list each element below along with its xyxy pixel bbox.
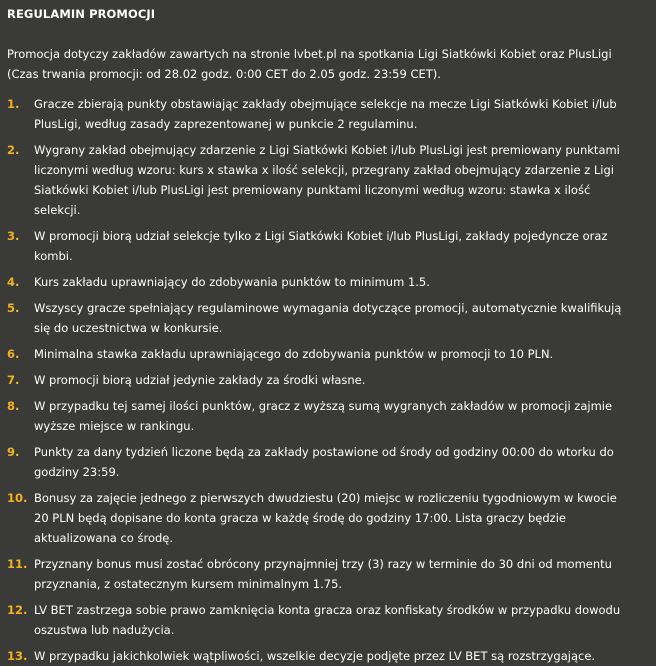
list-item: [7, 370, 646, 390]
rule-text: W promocji biorą udział selekcje tylko z Ligi Siatkówki Kobiet i/lub PlusLigi, zakłady pojedyncze oraz kombi.: [34, 229, 608, 263]
rule-text: Przyznany bonus musi zostać obrócony przynajmniej trzy (3) razy w terminie do 30 dni od momentu przyznania, z ostatecznym kursem minimalnym 1.75.: [34, 557, 612, 591]
list-item: [7, 488, 646, 548]
rule-number: 9.: [7, 445, 20, 459]
rule-number: 12.: [7, 603, 28, 617]
rule-text: LV BET zastrzega sobie prawo zamknięcia konta gracza oraz konfiskaty środków w przypadku dowodu oszustwa lub nadużycia.: [34, 603, 621, 637]
rule-text: W promocji biorą udział jedynie zakłady za środki własne.: [34, 373, 366, 387]
list-item: [7, 600, 646, 640]
rule-number: 4.: [7, 275, 20, 289]
rule-number: 5.: [7, 301, 20, 315]
page-title: REGULAMIN PROMOCJI: [7, 7, 156, 21]
list-item: [7, 298, 646, 338]
rule-text: Bonusy za zajęcie jednego z pierwszych dwudziestu (20) miejsc w rozliczeniu tygodniowym w kwocie 20 PLN będą dopisane do konta gracza w każdę środę do godziny 17:00. Lista graczy będzie aktualizowana co środę.: [34, 491, 617, 545]
rule-text: W przypadku jakichkolwiek wątpliwości, wszelkie decyzje podjęte przez LV BET są rozstrzygające.: [34, 649, 596, 663]
rule-text: W przypadku tej samej ilości punktów, gracz z wyższą sumą wygranych zakładów w promocji zajmie wyższe miejsce w rankingu.: [34, 399, 613, 433]
rules-list: [7, 94, 646, 666]
list-item: [7, 442, 646, 482]
rule-text: Punkty za dany tydzień liczone będą za zakłady postawione od środy od godziny 00:00 do wtorku do godziny 23:59.: [34, 445, 614, 479]
list-item: [7, 646, 646, 666]
rule-number: 13.: [7, 649, 28, 663]
list-item: [7, 554, 646, 594]
rule-text: Wygrany zakład obejmujący zdarzenie z Ligi Siatkówki Kobiet i/lub PlusLigi jest premiowany punktami liczonymi według wzoru: kurs x stawka x ilość selekcji, przegrany zakład obejmujący zdarzenie z Ligi Siatkówki Kobiet i/lub PlusLigi jest premiowany punktami liczonymi według wzoru: stawka x ilość selekcji.: [34, 143, 620, 217]
list-item: [7, 272, 646, 292]
rule-number: 2.: [7, 143, 20, 157]
rule-number: 6.: [7, 347, 20, 361]
rule-number: 7.: [7, 373, 20, 387]
list-item: [7, 140, 646, 220]
rule-text: Kurs zakładu uprawniający do zdobywania punktów to minimum 1.5.: [34, 275, 430, 289]
rule-number: 10.: [7, 491, 28, 505]
promotion-intro: Promocja dotyczy zakładów zawartych na stronie lvbet.pl na spotkania Ligi Siatkówki Kobiet oraz PlusLigi (Czas trwania promocji: od 28.02 godz. 0:00 CET do 2.05 godz. 23:59 CET).: [7, 47, 612, 81]
rule-text: Gracze zbierają punkty obstawiając zakłady obejmujące selekcje na mecze Ligi Siatkówki Kobiet i/lub PlusLigi, według zasady zaprezentowanej w punkcie 2 regulaminu.: [34, 97, 617, 131]
rule-number: 8.: [7, 399, 20, 413]
list-item: [7, 94, 646, 134]
rule-text: Minimalna stawka zakładu uprawniającego do zdobywania punktów w promocji to 10 PLN.: [34, 347, 554, 361]
rule-number: 3.: [7, 229, 20, 243]
list-item: [7, 344, 646, 364]
list-item: [7, 396, 646, 436]
rule-text: Wszyscy gracze spełniający regulaminowe wymagania dotyczące promocji, automatycznie kwalifikują się do uczestnictwa w konkursie.: [34, 301, 622, 335]
rule-number: 1.: [7, 97, 20, 111]
rule-number: 11.: [7, 557, 28, 571]
list-item: [7, 226, 646, 266]
